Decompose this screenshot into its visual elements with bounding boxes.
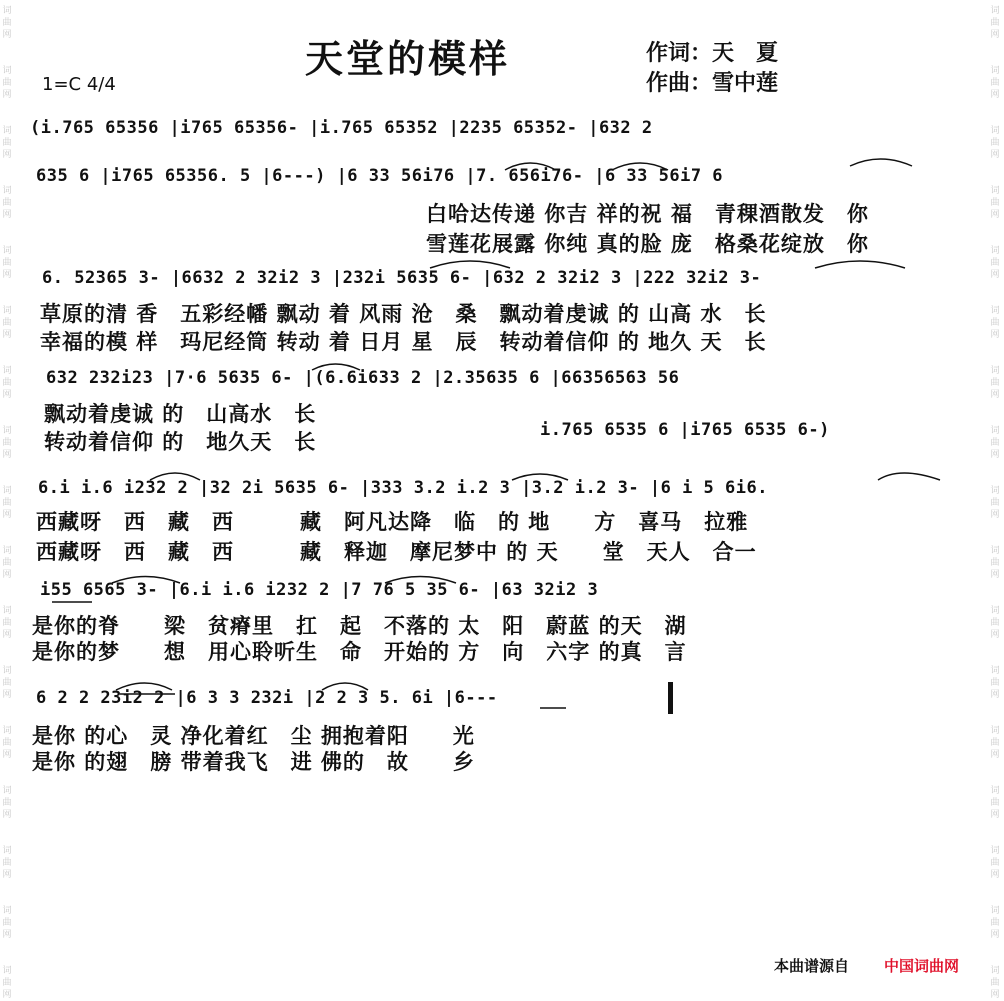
watermark-glyph: 网 <box>990 930 1000 940</box>
notation-line-4: 632 232i23 |7·6 5635 6- |(6.6i633 2 |2.35635 6 |66356563 56 <box>46 368 680 388</box>
watermark-glyph: 网 <box>2 150 12 160</box>
watermark-glyph: 网 <box>990 990 1000 1000</box>
lyric-line-7a: 是你 的心 灵 净化着红 尘 拥抱着阳 光 <box>32 724 475 748</box>
watermark-glyph: 网 <box>2 270 12 280</box>
notation-line-2: 635 6 |i765 65356. 5 |6---) |6 33 56i76 |7. 656i76- |6 33 56i7 6 <box>36 166 724 186</box>
watermark-glyph: 词 <box>2 546 12 556</box>
source-label: 本曲谱源自 <box>774 957 850 975</box>
song-title: 天堂的模样 <box>305 37 511 81</box>
watermark-glyph: 曲 <box>2 558 12 568</box>
watermark-glyph: 曲 <box>2 798 12 808</box>
watermark-glyph: 曲 <box>2 318 12 328</box>
watermark-glyph: 网 <box>2 630 12 640</box>
watermark-glyph: 词 <box>990 426 1000 436</box>
watermark-glyph: 词 <box>2 366 12 376</box>
watermark-glyph: 曲 <box>2 678 12 688</box>
watermark-glyph: 网 <box>2 930 12 940</box>
watermark-glyph: 曲 <box>990 318 1000 328</box>
watermark-glyph: 曲 <box>990 18 1000 28</box>
watermark-glyph: 曲 <box>2 378 12 388</box>
watermark-glyph: 词 <box>2 6 12 16</box>
watermark-glyph: 网 <box>990 150 1000 160</box>
notation-line-4-interlude: i.765 6535 6 |i765 6535 6-) <box>540 420 830 440</box>
watermark-glyph: 曲 <box>2 978 12 988</box>
watermark-glyph: 网 <box>2 750 12 760</box>
watermark-glyph: 词 <box>990 786 1000 796</box>
watermark-glyph: 网 <box>2 210 12 220</box>
watermark-glyph: 曲 <box>2 258 12 268</box>
watermark-glyph: 词 <box>2 906 12 916</box>
watermark-glyph: 曲 <box>2 138 12 148</box>
notation-line-5: 6.i i.6 i232 2 |32 2i 5635 6- |333 3.2 i.2 3 |3.2 i.2 3- |6 i 5 6i6. <box>38 478 768 498</box>
watermark-glyph: 词 <box>2 126 12 136</box>
watermark-glyph: 曲 <box>2 618 12 628</box>
watermark-glyph: 曲 <box>2 858 12 868</box>
watermark-glyph: 词 <box>990 246 1000 256</box>
watermark-glyph: 网 <box>2 30 12 40</box>
watermark-glyph: 词 <box>2 726 12 736</box>
watermark-glyph: 词 <box>990 906 1000 916</box>
watermark-glyph: 曲 <box>2 738 12 748</box>
lyric-line-5a: 西藏呀 西 藏 西 藏 阿凡达降 临 的 地 方 喜马 拉雅 <box>36 510 749 534</box>
watermark-glyph: 词 <box>2 306 12 316</box>
lyric-line-3b: 幸福的模 样 玛尼经筒 转动 着 日月 星 辰 转动着信仰 的 地久 天 长 <box>40 330 767 354</box>
watermark-glyph: 网 <box>2 570 12 580</box>
watermark-glyph: 词 <box>2 486 12 496</box>
watermark-glyph: 网 <box>2 810 12 820</box>
watermark-glyph: 网 <box>990 450 1000 460</box>
watermark-glyph: 词 <box>990 306 1000 316</box>
watermark-glyph: 词 <box>990 66 1000 76</box>
watermark-glyph: 曲 <box>990 438 1000 448</box>
watermark-glyph: 曲 <box>990 798 1000 808</box>
watermark-glyph: 曲 <box>990 858 1000 868</box>
watermark-glyph: 曲 <box>990 678 1000 688</box>
watermark-glyph: 词 <box>990 666 1000 676</box>
watermark-glyph: 词 <box>2 846 12 856</box>
watermark-glyph: 曲 <box>2 438 12 448</box>
watermark-glyph: 网 <box>2 870 12 880</box>
watermark-glyph: 词 <box>990 966 1000 976</box>
watermark-glyph: 网 <box>2 390 12 400</box>
watermark-glyph: 曲 <box>990 258 1000 268</box>
watermark-glyph: 曲 <box>2 18 12 28</box>
watermark-glyph: 词 <box>2 186 12 196</box>
notation-line-7: 6 2 2 23i2 2 |6 3 3 232i |2 2 3 5. 6i |6--- <box>36 688 498 708</box>
lyric-line-2b: 雪莲花展露 你纯 真的脸 庞 格桑花绽放 你 <box>426 232 869 256</box>
watermark-glyph: 词 <box>990 726 1000 736</box>
source-site-link[interactable]: 中国词曲网 <box>884 957 960 975</box>
watermark-glyph: 词 <box>2 966 12 976</box>
watermark-glyph: 曲 <box>990 738 1000 748</box>
watermark-glyph: 曲 <box>2 78 12 88</box>
watermark-glyph: 曲 <box>990 918 1000 928</box>
watermark-glyph: 词 <box>990 186 1000 196</box>
watermark-glyph: 曲 <box>990 378 1000 388</box>
notation-line-3: 6. 52365 3- |6632 2 32i2 3 |232i 5635 6- |632 2 32i2 3 |222 32i2 3- <box>42 268 762 288</box>
watermark-glyph: 词 <box>990 126 1000 136</box>
watermark-glyph: 网 <box>2 450 12 460</box>
watermark-glyph: 曲 <box>2 498 12 508</box>
watermark-glyph: 网 <box>990 870 1000 880</box>
watermark-glyph: 曲 <box>990 198 1000 208</box>
watermark-glyph: 曲 <box>2 918 12 928</box>
watermark-glyph: 曲 <box>990 138 1000 148</box>
watermark-glyph: 词 <box>990 606 1000 616</box>
lyric-line-4a: 飘动着虔诚 的 山高水 长 <box>44 402 317 426</box>
watermark-glyph: 网 <box>990 750 1000 760</box>
watermark-glyph: 曲 <box>990 78 1000 88</box>
watermark-glyph: 曲 <box>2 198 12 208</box>
watermark-glyph: 网 <box>2 330 12 340</box>
watermark-glyph: 网 <box>990 210 1000 220</box>
watermark-glyph: 词 <box>2 246 12 256</box>
lyric-line-7b: 是你 的翅 膀 带着我飞 进 佛的 故 乡 <box>32 750 475 774</box>
lyric-line-6b: 是你的梦 想 用心聆听生 命 开始的 方 向 六字 的真 言 <box>32 640 687 664</box>
watermark-glyph: 词 <box>2 426 12 436</box>
watermark-glyph: 网 <box>990 90 1000 100</box>
lyric-line-6a: 是你的脊 梁 贫瘠里 扛 起 不落的 太 阳 蔚蓝 的天 湖 <box>32 614 687 638</box>
watermark-glyph: 网 <box>990 390 1000 400</box>
watermark-glyph: 网 <box>2 510 12 520</box>
lyricist-credit: 作词：天 夏 <box>646 41 779 66</box>
notation-line-1: (i.765 65356 |i765 65356- |i.765 65352 |2235 65352- |632 2 <box>30 118 653 138</box>
watermark-glyph: 网 <box>990 570 1000 580</box>
composer-credit: 作曲：雪中莲 <box>646 71 779 96</box>
watermark-glyph: 词 <box>2 786 12 796</box>
watermark-glyph: 网 <box>990 630 1000 640</box>
watermark-glyph: 曲 <box>990 618 1000 628</box>
watermark-glyph: 网 <box>2 690 12 700</box>
watermark-glyph: 词 <box>990 6 1000 16</box>
watermark-glyph: 词 <box>2 606 12 616</box>
lyric-line-2a: 白哈达传递 你吉 祥的祝 福 青稞酒散发 你 <box>426 202 869 226</box>
watermark-glyph: 网 <box>990 810 1000 820</box>
watermark-glyph: 词 <box>990 546 1000 556</box>
watermark-glyph: 网 <box>990 330 1000 340</box>
watermark-glyph: 词 <box>990 486 1000 496</box>
key-signature: 1=C 4/4 <box>42 74 116 95</box>
lyric-line-3a: 草原的清 香 五彩经幡 飘动 着 风雨 沧 桑 飘动着虔诚 的 山高 水 长 <box>40 302 767 326</box>
watermark-glyph: 网 <box>990 510 1000 520</box>
watermark-glyph: 词 <box>2 66 12 76</box>
watermark-glyph: 网 <box>990 690 1000 700</box>
watermark-glyph: 曲 <box>990 978 1000 988</box>
lyric-line-4b: 转动着信仰 的 地久天 长 <box>44 430 317 454</box>
watermark-glyph: 词 <box>990 366 1000 376</box>
notation-line-6: i55 6565 3- |6.i i.6 i232 2 |7 76 5 35 6- |63 32i2 3 <box>40 580 599 600</box>
lyric-line-5b: 西藏呀 西 藏 西 藏 释迦 摩尼梦中 的 天 堂 天人 合一 <box>36 540 757 564</box>
watermark-glyph: 网 <box>990 30 1000 40</box>
watermark-glyph: 曲 <box>990 498 1000 508</box>
watermark-glyph: 网 <box>990 270 1000 280</box>
watermark-glyph: 曲 <box>990 558 1000 568</box>
watermark-glyph: 词 <box>990 846 1000 856</box>
watermark-glyph: 网 <box>2 90 12 100</box>
watermark-glyph: 词 <box>2 666 12 676</box>
watermark-glyph: 网 <box>2 990 12 1000</box>
